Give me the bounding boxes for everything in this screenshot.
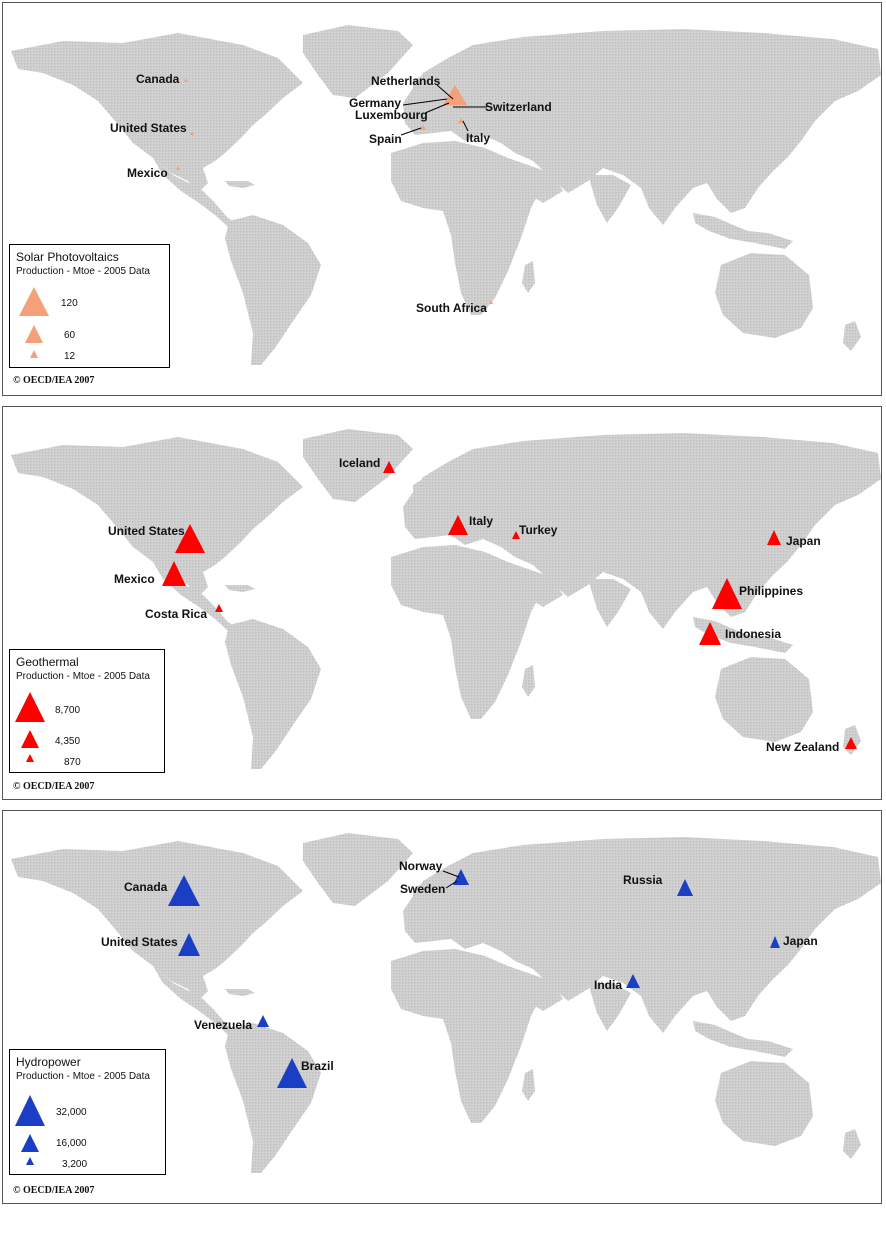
label-italy: Italy [466,131,491,145]
legend-subtitle: Production - Mtoe - 2005 Data [16,266,150,277]
label-india: India [594,978,623,992]
legend-title: Solar Photovoltaics [16,250,119,264]
copyright: © OECD/IEA 2007 [13,375,95,386]
label-mexico: Mexico [127,166,168,180]
label-new-zealand: New Zealand [766,740,840,754]
legend-title: Geothermal [16,655,79,669]
label-south-africa: South Africa [416,301,487,315]
label-japan: Japan [783,934,818,948]
legend-symbols [10,1050,165,1174]
legend-value-medium: 4,350 [55,736,81,747]
label-brazil: Brazil [301,1059,334,1073]
label-venezuela: Venezuela [194,1018,253,1032]
legend-hydropower [9,1049,166,1175]
label-norway: Norway [399,859,443,873]
label-russia: Russia [623,873,663,887]
legend-value-large: 120 [61,298,78,309]
legend-value-large: 8,700 [55,705,81,716]
legend-symbols [10,245,169,367]
label-turkey: Turkey [519,523,558,537]
copyright: © OECD/IEA 2007 [13,781,95,792]
label-germany: Germany [349,96,402,110]
label-switzerland: Switzerland [485,100,552,114]
legend-subtitle: Production - Mtoe - 2005 Data [16,671,150,682]
solar-map-panel [2,2,882,396]
label-united-states: United States [110,121,187,135]
label-canada: Canada [136,72,180,86]
hydropower-map-panel [2,810,882,1204]
legend-geothermal [9,649,165,773]
label-united-states: United States [108,524,185,538]
legend-value-medium: 16,000 [56,1138,87,1149]
label-philippines: Philippines [739,584,804,598]
label-indonesia: Indonesia [725,627,782,641]
label-sweden: Sweden [400,882,446,896]
label-united-states: United States [101,935,178,949]
geothermal-map-panel [2,406,882,800]
label-italy: Italy [469,514,494,528]
legend-solar [9,244,170,368]
label-japan: Japan [786,534,821,548]
legend-value-medium: 60 [64,330,76,341]
legend-title: Hydropower [16,1055,81,1069]
label-iceland: Iceland [339,456,381,470]
label-netherlands: Netherlands [371,74,441,88]
legend-symbols [10,650,164,772]
legend-value-small: 12 [64,351,76,362]
label-mexico: Mexico [114,572,155,586]
legend-value-small: 870 [64,757,81,768]
legend-value-large: 32,000 [56,1107,87,1118]
legend-value-small: 3,200 [62,1159,88,1170]
label-spain: Spain [369,132,402,146]
legend-subtitle: Production - Mtoe - 2005 Data [16,1071,150,1082]
label-canada: Canada [124,880,168,894]
marker-geo-costa-rica[interactable] [215,604,223,612]
marker-hydro-venezuela[interactable] [257,1015,269,1027]
label-luxembourg: Luxembourg [355,108,428,122]
label-costa-rica: Costa Rica [145,607,208,621]
copyright: © OECD/IEA 2007 [13,1185,95,1196]
